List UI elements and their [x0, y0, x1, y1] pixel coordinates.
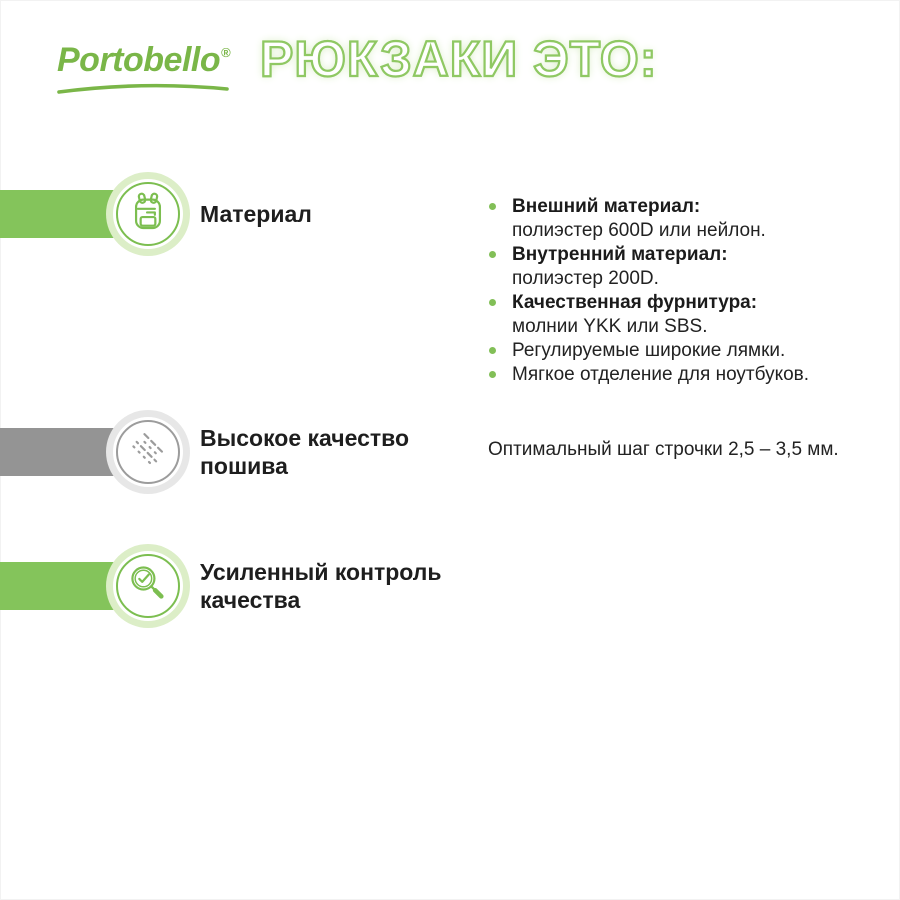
- material-bullet-list: [488, 195, 878, 387]
- bullet-item: [488, 291, 878, 339]
- bullet-bold: Внешний материал:: [512, 196, 701, 217]
- stitching-note: Оптимальный шаг строчки 2,5 – 3,5 мм.: [488, 439, 839, 460]
- page-title: РЮКЗАКИ ЭТО:: [260, 31, 658, 87]
- bullet-bold: Качественная фурнитура:: [512, 292, 758, 313]
- row-stitching-heading: Высокое качество пошива: [200, 425, 410, 479]
- bullet-bold: Внутренний материал:: [512, 244, 728, 265]
- bullet-item: [488, 363, 878, 387]
- bullet-item: [488, 339, 878, 363]
- row-qc-badge: [106, 544, 190, 628]
- bullet-text: Регулируемые широкие лямки.: [512, 340, 786, 361]
- logo-text: Portobello®: [57, 41, 231, 79]
- badge-disc: [116, 554, 180, 618]
- bullet-item: [488, 195, 878, 243]
- badge-disc: [116, 182, 180, 246]
- bullet-text: полиэстер 200D.: [512, 268, 659, 289]
- bullet-text: молнии YKK или SBS.: [512, 316, 708, 337]
- magnifier-check-icon: [126, 562, 170, 611]
- row-qc-heading: Усиленный контроль качества: [200, 559, 442, 613]
- logo-swoosh: [57, 80, 229, 95]
- row-material-heading: Материал: [200, 201, 312, 227]
- row-material-badge: [106, 172, 190, 256]
- backpack-icon: [126, 190, 170, 239]
- bullet-text: полиэстер 600D или нейлон.: [512, 220, 766, 241]
- bullet-text: Мягкое отделение для ноутбуков.: [512, 364, 810, 385]
- badge-disc: [116, 420, 180, 484]
- row-stitching-badge: [106, 410, 190, 494]
- bullet-item: [488, 243, 878, 291]
- registered-mark: ®: [221, 45, 231, 60]
- portobello-logo: [57, 34, 237, 95]
- stitching-icon: [126, 428, 170, 477]
